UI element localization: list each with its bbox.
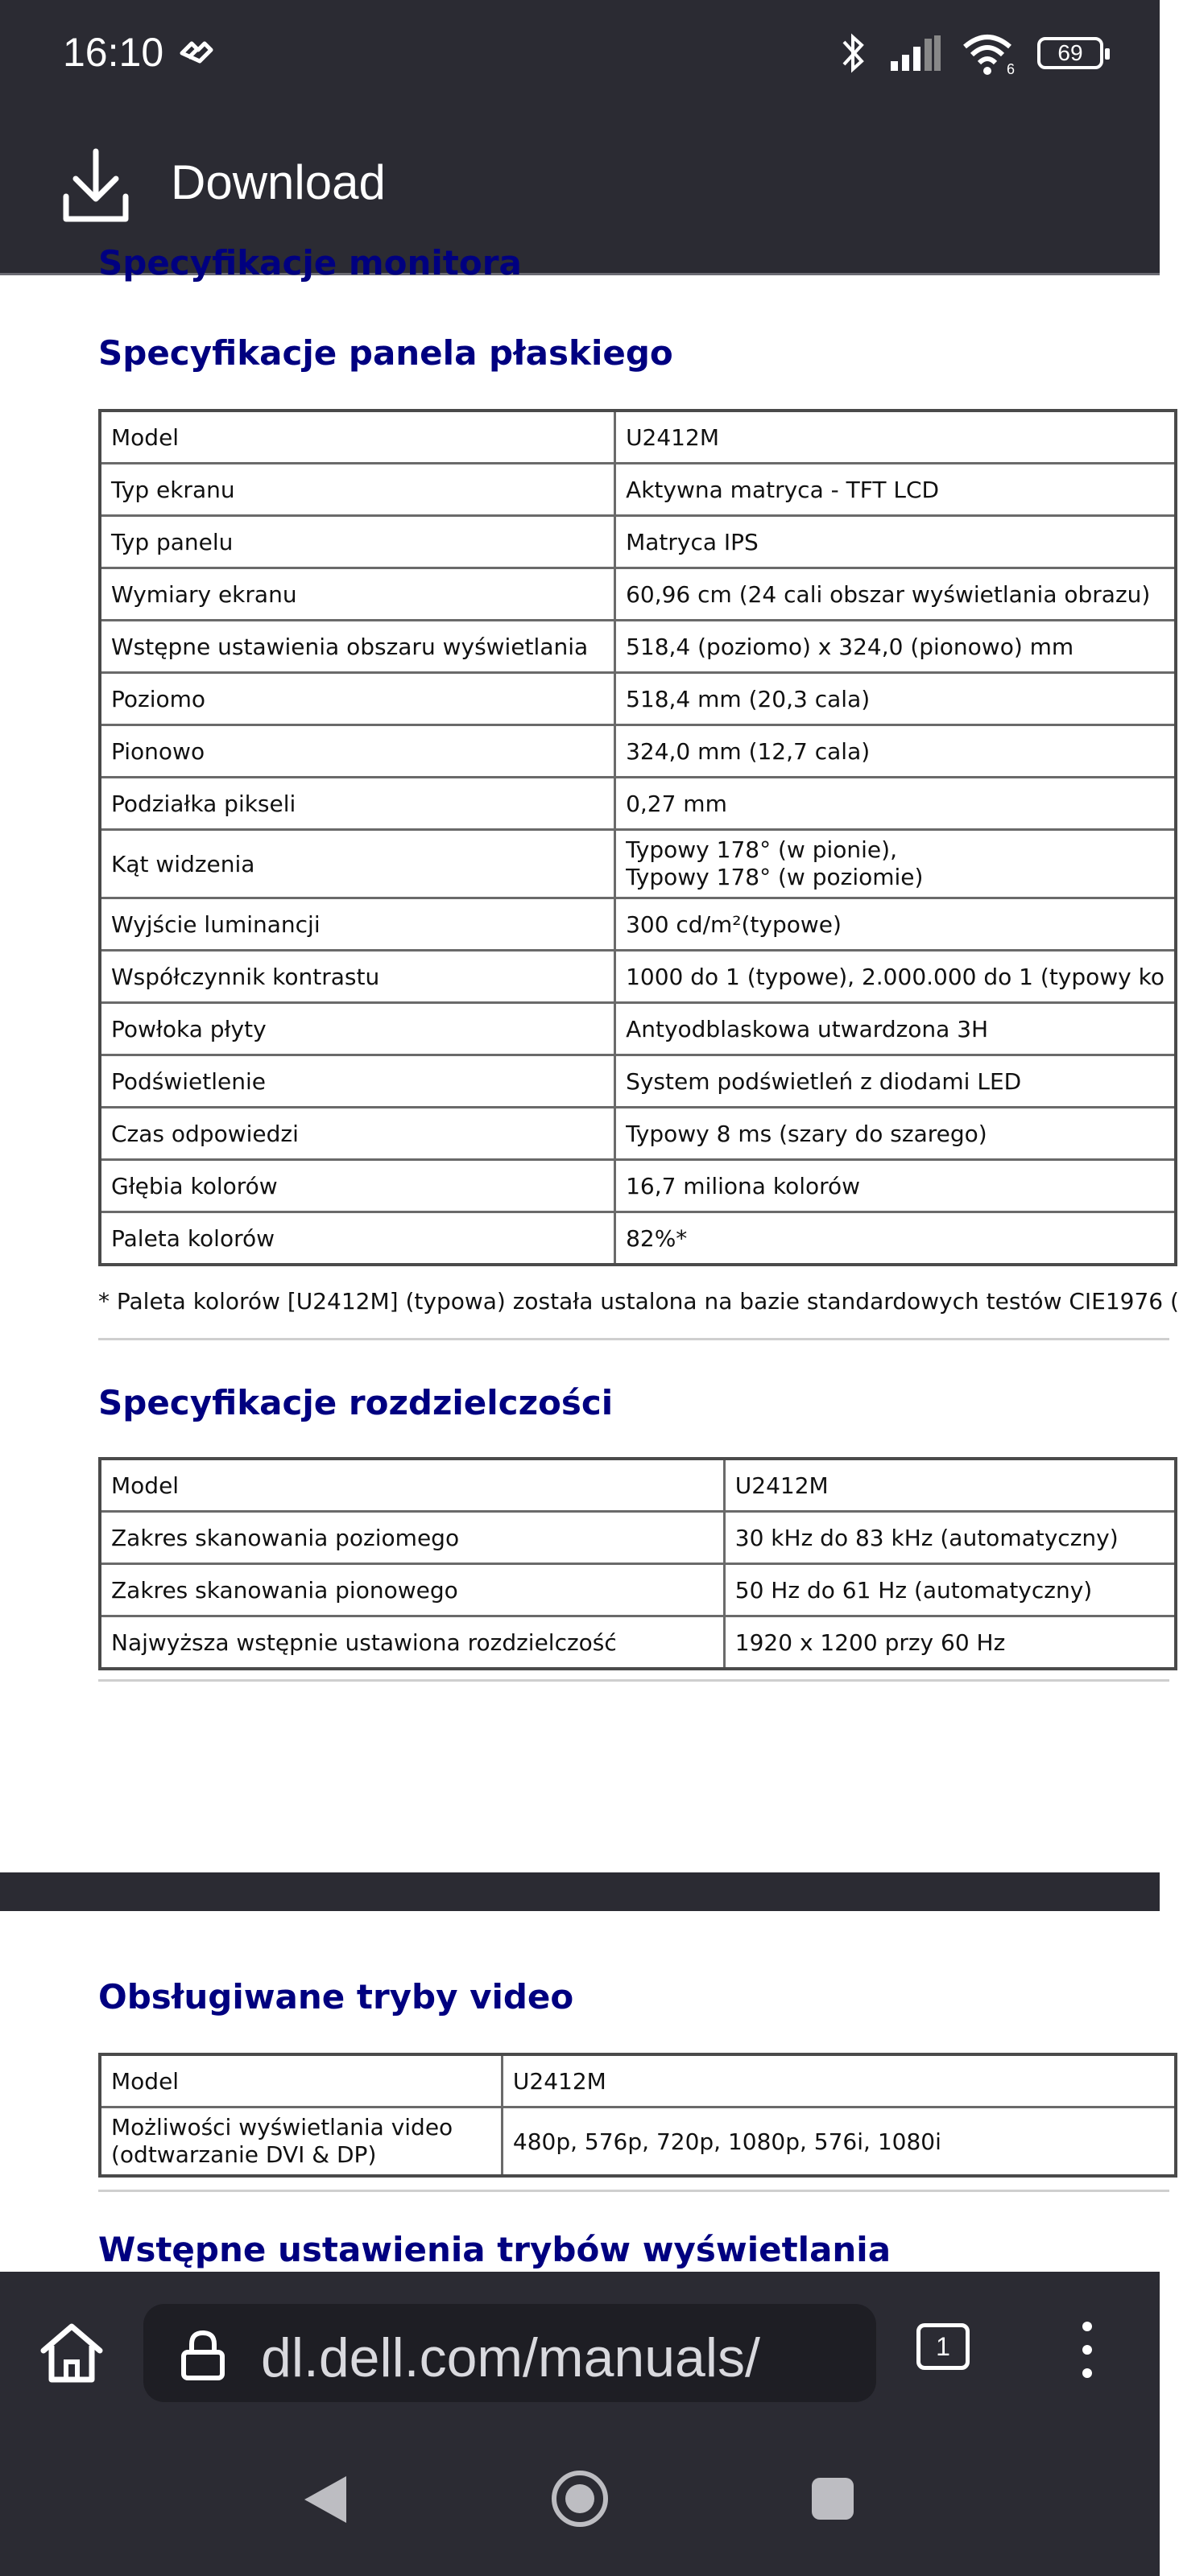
spec-value: 82%* [615, 1212, 1176, 1265]
wifi-badge: 6 [1007, 61, 1016, 77]
spec-label: Typ ekranu [100, 464, 615, 516]
status-bar [0, 0, 1160, 105]
table-row [100, 411, 1176, 464]
table-row [100, 1512, 1176, 1564]
table-row [100, 1616, 1176, 1670]
bluetooth-icon [838, 31, 870, 76]
table-row [100, 568, 1176, 621]
spec-label: Model [100, 2054, 502, 2107]
spec-value: 30 kHz do 83 kHz (automatyczny) [724, 1512, 1176, 1564]
spec-label: Zakres skanowania poziomego [100, 1512, 724, 1564]
section-divider [98, 1338, 1169, 1340]
table-row [100, 621, 1176, 673]
spec-value: Aktywna matryca - TFT LCD [615, 464, 1176, 516]
browser-toolbar [0, 2272, 1160, 2433]
page-break-band [0, 1872, 1160, 1911]
spec-value: 0,27 mm [615, 778, 1176, 830]
spec-value [615, 830, 1176, 898]
app-notification-icon [176, 34, 216, 74]
spec-label: Pionowo [100, 725, 615, 778]
spec-value: 518,4 mm (20,3 cala) [615, 673, 1176, 725]
table-row [100, 1212, 1176, 1265]
video-modes-heading: Obsługiwane tryby video [98, 1977, 574, 2017]
spec-label: Model [100, 411, 615, 464]
spec-label: Głębia kolorów [100, 1160, 615, 1212]
status-icons [838, 29, 1103, 77]
spec-value: 324,0 mm (12,7 cala) [615, 725, 1176, 778]
spec-value: 1000 do 1 (typowe), 2.000.000 do 1 (typowy ko [615, 951, 1176, 1003]
table-row [100, 725, 1176, 778]
table-row [100, 898, 1176, 951]
spec-label [100, 2107, 502, 2177]
address-bar[interactable] [143, 2304, 876, 2402]
spec-value: Antyodblaskowa utwardzona 3H [615, 1003, 1176, 1055]
download-icon[interactable] [61, 147, 130, 227]
spec-value: 480p, 576p, 720p, 1080p, 576i, 1080i [502, 2107, 1176, 2177]
monitor-spec-heading: Specyfikacje monitora [98, 243, 522, 283]
spec-value: 518,4 (poziomo) x 324,0 (pionowo) mm [615, 621, 1176, 673]
tab-switcher-button[interactable] [916, 2323, 970, 2370]
spec-label: Paleta kolorów [100, 1212, 615, 1265]
spec-value: 50 Hz do 61 Hz (automatyczny) [724, 1564, 1176, 1616]
spec-label: Podświetlenie [100, 1055, 615, 1108]
table-row [100, 1003, 1176, 1055]
table-row [100, 1055, 1176, 1108]
spec-label-line2: (odtwarzanie DVI & DP) [111, 2141, 377, 2168]
cell-signal-icon [889, 34, 942, 72]
spec-label: Model [100, 1459, 724, 1512]
spec-value: System podświetleń z diodami LED [615, 1055, 1176, 1108]
spec-label: Powłoka płyty [100, 1003, 615, 1055]
spec-label: Poziomo [100, 673, 615, 725]
spec-label: Zakres skanowania pionowego [100, 1564, 724, 1616]
tab-count: 1 [936, 2331, 950, 2361]
spec-label: Najwyższa wstępnie ustawiona rozdzielczość [100, 1616, 724, 1670]
spec-label: Podziałka pikseli [100, 778, 615, 830]
spec-value: 300 cd/m²(typowe) [615, 898, 1176, 951]
table-row [100, 1108, 1176, 1160]
back-icon[interactable] [300, 2471, 350, 2528]
table-row [100, 778, 1176, 830]
spec-label: Typ panelu [100, 516, 615, 568]
spec-label: Wymiary ekranu [100, 568, 615, 621]
spec-label: Wyjście luminancji [100, 898, 615, 951]
wifi-icon [962, 31, 1018, 76]
table-row [100, 1160, 1176, 1212]
more-menu-icon[interactable] [1071, 2314, 1103, 2386]
spec-label: Czas odpowiedzi [100, 1108, 615, 1160]
download-title: Download [171, 155, 386, 209]
spec-value: 60,96 cm (24 cali obszar wyświetlania obrazu) [615, 568, 1176, 621]
spec-value: Typowy 8 ms (szary do szarego) [615, 1108, 1176, 1160]
table-row [100, 1459, 1176, 1512]
battery-icon [1037, 37, 1103, 69]
spec-value: U2412M [615, 411, 1176, 464]
lock-icon[interactable] [179, 2328, 227, 2381]
spec-label-line1: Możliwości wyświetlania video [111, 2114, 453, 2140]
table-row [100, 464, 1176, 516]
table-row [100, 673, 1176, 725]
spec-value-line1: Typowy 178° (w pionie), [626, 836, 897, 863]
table-row [100, 1564, 1176, 1616]
spec-value: U2412M [724, 1459, 1176, 1512]
flat-panel-table [98, 409, 1177, 1266]
table-row [100, 830, 1176, 898]
table-row [100, 516, 1176, 568]
battery-level: 69 [1057, 40, 1083, 65]
table-row [100, 2107, 1176, 2177]
spec-label: Wstępne ustawienia obszaru wyświetlania [100, 621, 615, 673]
display-modes-heading: Wstępne ustawienia trybów wyświetlania [98, 2230, 891, 2269]
resolution-heading: Specyfikacje rozdzielczości [98, 1383, 614, 1422]
video-modes-table [98, 2053, 1177, 2178]
resolution-table [98, 1457, 1177, 1670]
color-gamut-note: * Paleta kolorów [U2412M] (typowa) została ustalona na bazie standardowych testów CIE1976 ( [98, 1288, 1179, 1315]
section-divider [98, 1679, 1169, 1682]
section-divider [98, 2190, 1169, 2192]
system-nav-bar [0, 2433, 1160, 2576]
recent-apps-icon[interactable] [810, 2476, 855, 2521]
table-row [100, 2054, 1176, 2107]
spec-value: 1920 x 1200 przy 60 Hz [724, 1616, 1176, 1670]
table-row [100, 951, 1176, 1003]
url-text[interactable]: dl.dell.com/manuals/ [261, 2327, 760, 2388]
spec-value: Matryca IPS [615, 516, 1176, 568]
nav-home-icon[interactable] [549, 2468, 610, 2529]
document-page[interactable] [0, 243, 1179, 2272]
spec-value: U2412M [502, 2054, 1176, 2107]
home-icon[interactable] [37, 2320, 106, 2384]
status-time: 16:10 [63, 30, 164, 75]
spec-value-line2: Typowy 178° (w poziomie) [626, 864, 924, 890]
flat-panel-heading: Specyfikacje panela płaskiego [98, 333, 673, 373]
spec-label: Kąt widzenia [100, 830, 615, 898]
spec-value: 16,7 miliona kolorów [615, 1160, 1176, 1212]
spec-label: Współczynnik kontrastu [100, 951, 615, 1003]
